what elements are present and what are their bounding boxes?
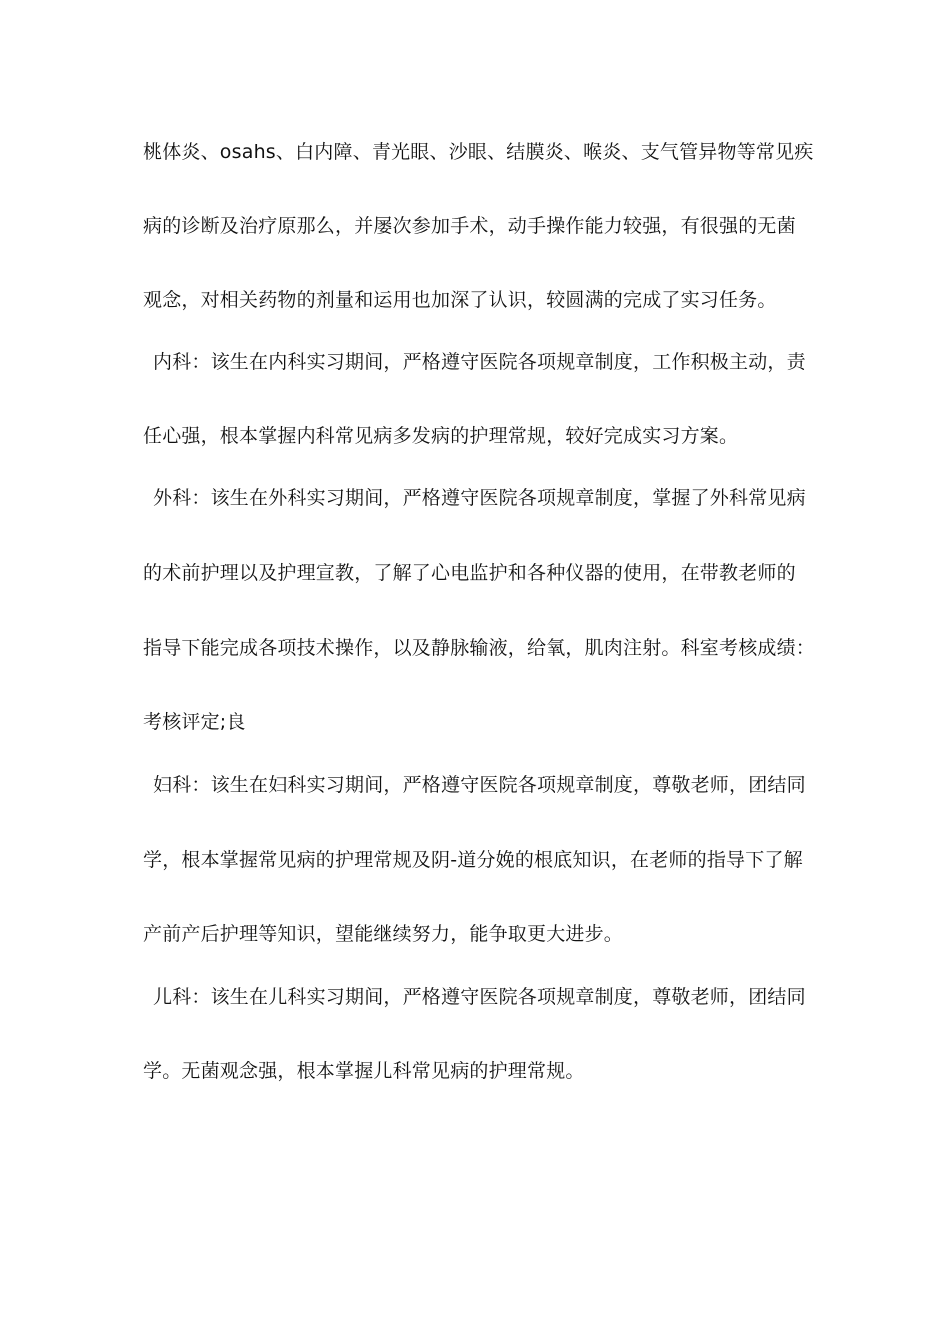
text-line: 学，根本掌握常见病的护理常规及阴-道分娩的根底知识，在老师的指导下了解	[143, 849, 803, 871]
text-line: 的术前护理以及护理宣教，了解了心电监护和各种仪器的使用，在带教老师的	[143, 562, 796, 584]
text-line: 儿科：该生在儿科实习期间，严格遵守医院各项规章制度，尊敬老师，团结同	[153, 986, 806, 1008]
text-line: 观念，对相关药物的剂量和运用也加深了认识，较圆满的完成了实习任务。	[143, 289, 777, 311]
text-line: 任心强，根本掌握内科常见病多发病的护理常规，较好完成实习方案。	[143, 425, 739, 447]
text-line: 内科：该生在内科实习期间，严格遵守医院各项规章制度，工作积极主动，责	[153, 351, 806, 373]
text-line: 产前产后护理等知识，望能继续努力，能争取更大进步。	[143, 923, 624, 945]
text-line: 外科：该生在外科实习期间，严格遵守医院各项规章制度，掌握了外科常见病	[153, 487, 806, 509]
text-line: 考核评定;良	[143, 711, 246, 733]
text-line: 病的诊断及治疗原那么，并屡次参加手术，动手操作能力较强，有很强的无菌	[143, 215, 796, 237]
text-line: 学。无菌观念强，根本掌握儿科常见病的护理常规。	[143, 1060, 585, 1082]
text-line: 桃体炎、osahs、白内障、青光眼、沙眼、结膜炎、喉炎、支气管异物等常见疾	[143, 141, 814, 163]
text-line: 妇科：该生在妇科实习期间，严格遵守医院各项规章制度，尊敬老师，团结同	[153, 774, 806, 796]
text-line: 指导下能完成各项技术操作，以及静脉输液，给氧，肌肉注射。科室考核成绩：	[143, 637, 816, 659]
